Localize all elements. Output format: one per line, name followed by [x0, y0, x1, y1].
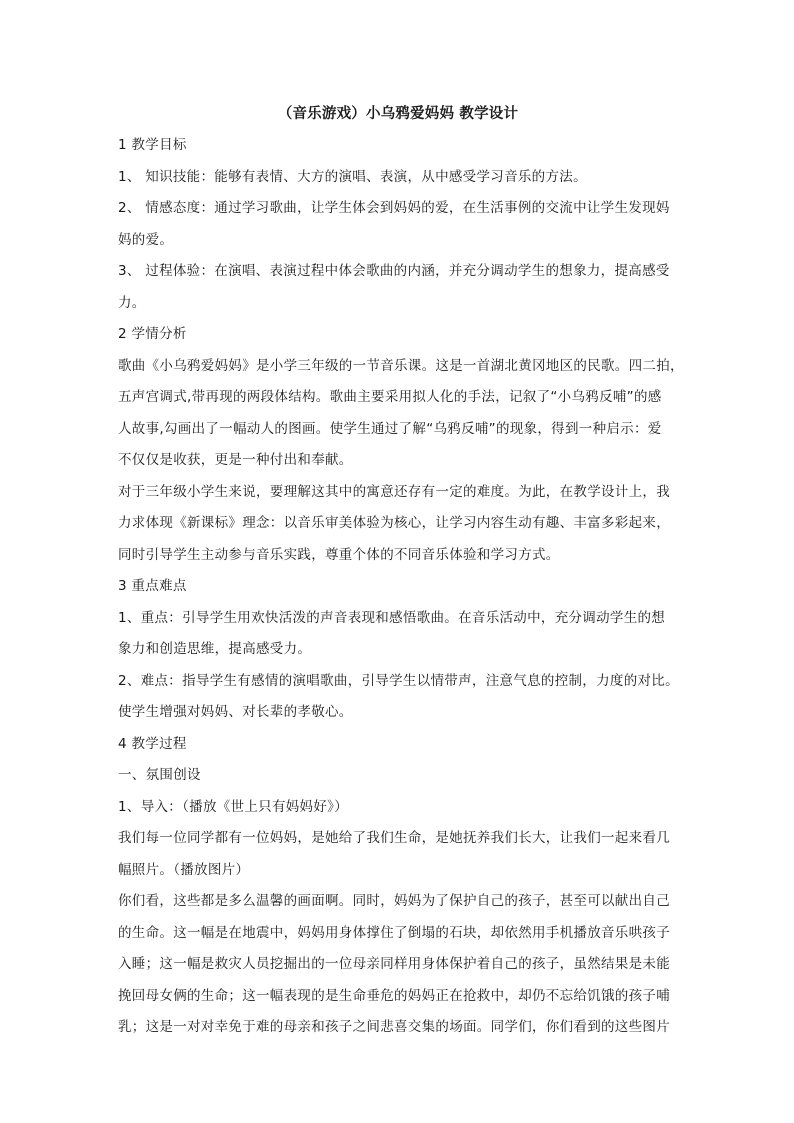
- objective-knowledge: 1、 知识技能：能够有表情、大方的演唱、表演，从中感受学习音乐的方法。: [118, 168, 587, 185]
- analysis-text-line: 力求体现《新课标》理念：以音乐审美体验为核心，让学习内容生动有趣、丰富多彩起来，: [118, 515, 670, 531]
- section-heading-process: 4 教学过程: [118, 735, 187, 752]
- objective-process-cont: 力。: [118, 294, 146, 311]
- section-heading-analysis: 2 学情分析: [118, 326, 187, 342]
- analysis-text-line: 歌曲《小乌鸦爱妈妈》是小学三年级的一节音乐课。这是一首湖北黄冈地区的民歌。四二拍，: [118, 357, 684, 374]
- objective-emotion: 2、 情感态度：通过学习歌曲，让学生体会到妈妈的爱，在生活事例的交流中让学生发现妈: [118, 200, 670, 216]
- document-title: （音乐游戏）小乌鸦爱妈妈 教学设计: [277, 106, 519, 122]
- section-heading-key-points: 3 重点难点: [118, 578, 187, 594]
- process-text-line: 的生命。这一幅是在地震中，妈妈用身体撑住了倒塌的石块，却依然用手机播放音乐哄孩子: [118, 924, 670, 941]
- process-text-line: 1、导入：（播放《世上只有妈妈好》）: [118, 798, 348, 815]
- objective-emotion-cont: 妈的爱。: [118, 231, 174, 248]
- process-text-line: 入睡；这一幅是救灾人员挖掘出的一位母亲同样用身体保护着自己的孩子，虽然结果是未能: [118, 956, 670, 972]
- document-body: [118, 100, 684, 1044]
- difficulty-line: 使学生增强对妈妈、对长辈的孝敬心。: [118, 704, 353, 720]
- analysis-text-line: 不仅仅是收获，更是一种付出和奉献。: [118, 452, 353, 468]
- analysis-text-line: 五声宫调式,带再现的两段体结构。歌曲主要采用拟人化的手法，记叙了“小乌鸦反哺”的感: [118, 389, 662, 405]
- process-text-line: 我们每一位同学都有一位妈妈，是她给了我们生命，是她抚养我们长大，让我们一起来看几: [118, 830, 670, 846]
- process-text-line: 幅照片。（播放图片）: [118, 861, 250, 878]
- section-heading-objectives: 1 教学目标: [118, 137, 187, 153]
- process-text-line: 挽回母女俩的生命；这一幅表现的是生命垂危的妈妈正在抢救中，却仍不忘给饥饿的孩子哺: [118, 987, 670, 1004]
- analysis-text-line: 人故事,勾画出了一幅动人的图画。使学生通过了解“乌鸦反哺”的现象，得到一种启示：爱: [118, 420, 662, 437]
- subsection-heading: 一、氛围创设: [118, 767, 201, 783]
- key-point-line: 1、重点：引导学生用欢快活泼的声音表现和感悟歌曲。在音乐活动中，充分调动学生的想: [118, 609, 666, 626]
- analysis-text-line: 同时引导学生主动参与音乐实践，尊重个体的不同音乐体验和学习方式。: [118, 546, 560, 563]
- difficulty-line: 2、难点：指导学生有感情的演唱歌曲，引导学生以情带声，注意气息的控制，力度的对比。: [118, 672, 679, 689]
- process-text-line: 乳；这是一对对幸免于难的母亲和孩子之间悲喜交集的场面。同学们，你们看到的这些图片: [118, 1019, 670, 1035]
- process-text-line: 你们看，这些都是多么温馨的画面啊。同时，妈妈为了保护自己的孩子，甚至可以献出自己: [118, 893, 670, 909]
- key-point-line: 象力和创造思维，提高感受力。: [118, 641, 312, 657]
- objective-process: 3、 过程体验：在演唱、表演过程中体会歌曲的内涵，并充分调动学生的想象力，提高感受: [118, 263, 670, 279]
- analysis-text-line: 对于三年级小学生来说，要理解这其中的寓意还存有一定的难度。为此，在教学设计上，我: [118, 483, 670, 500]
